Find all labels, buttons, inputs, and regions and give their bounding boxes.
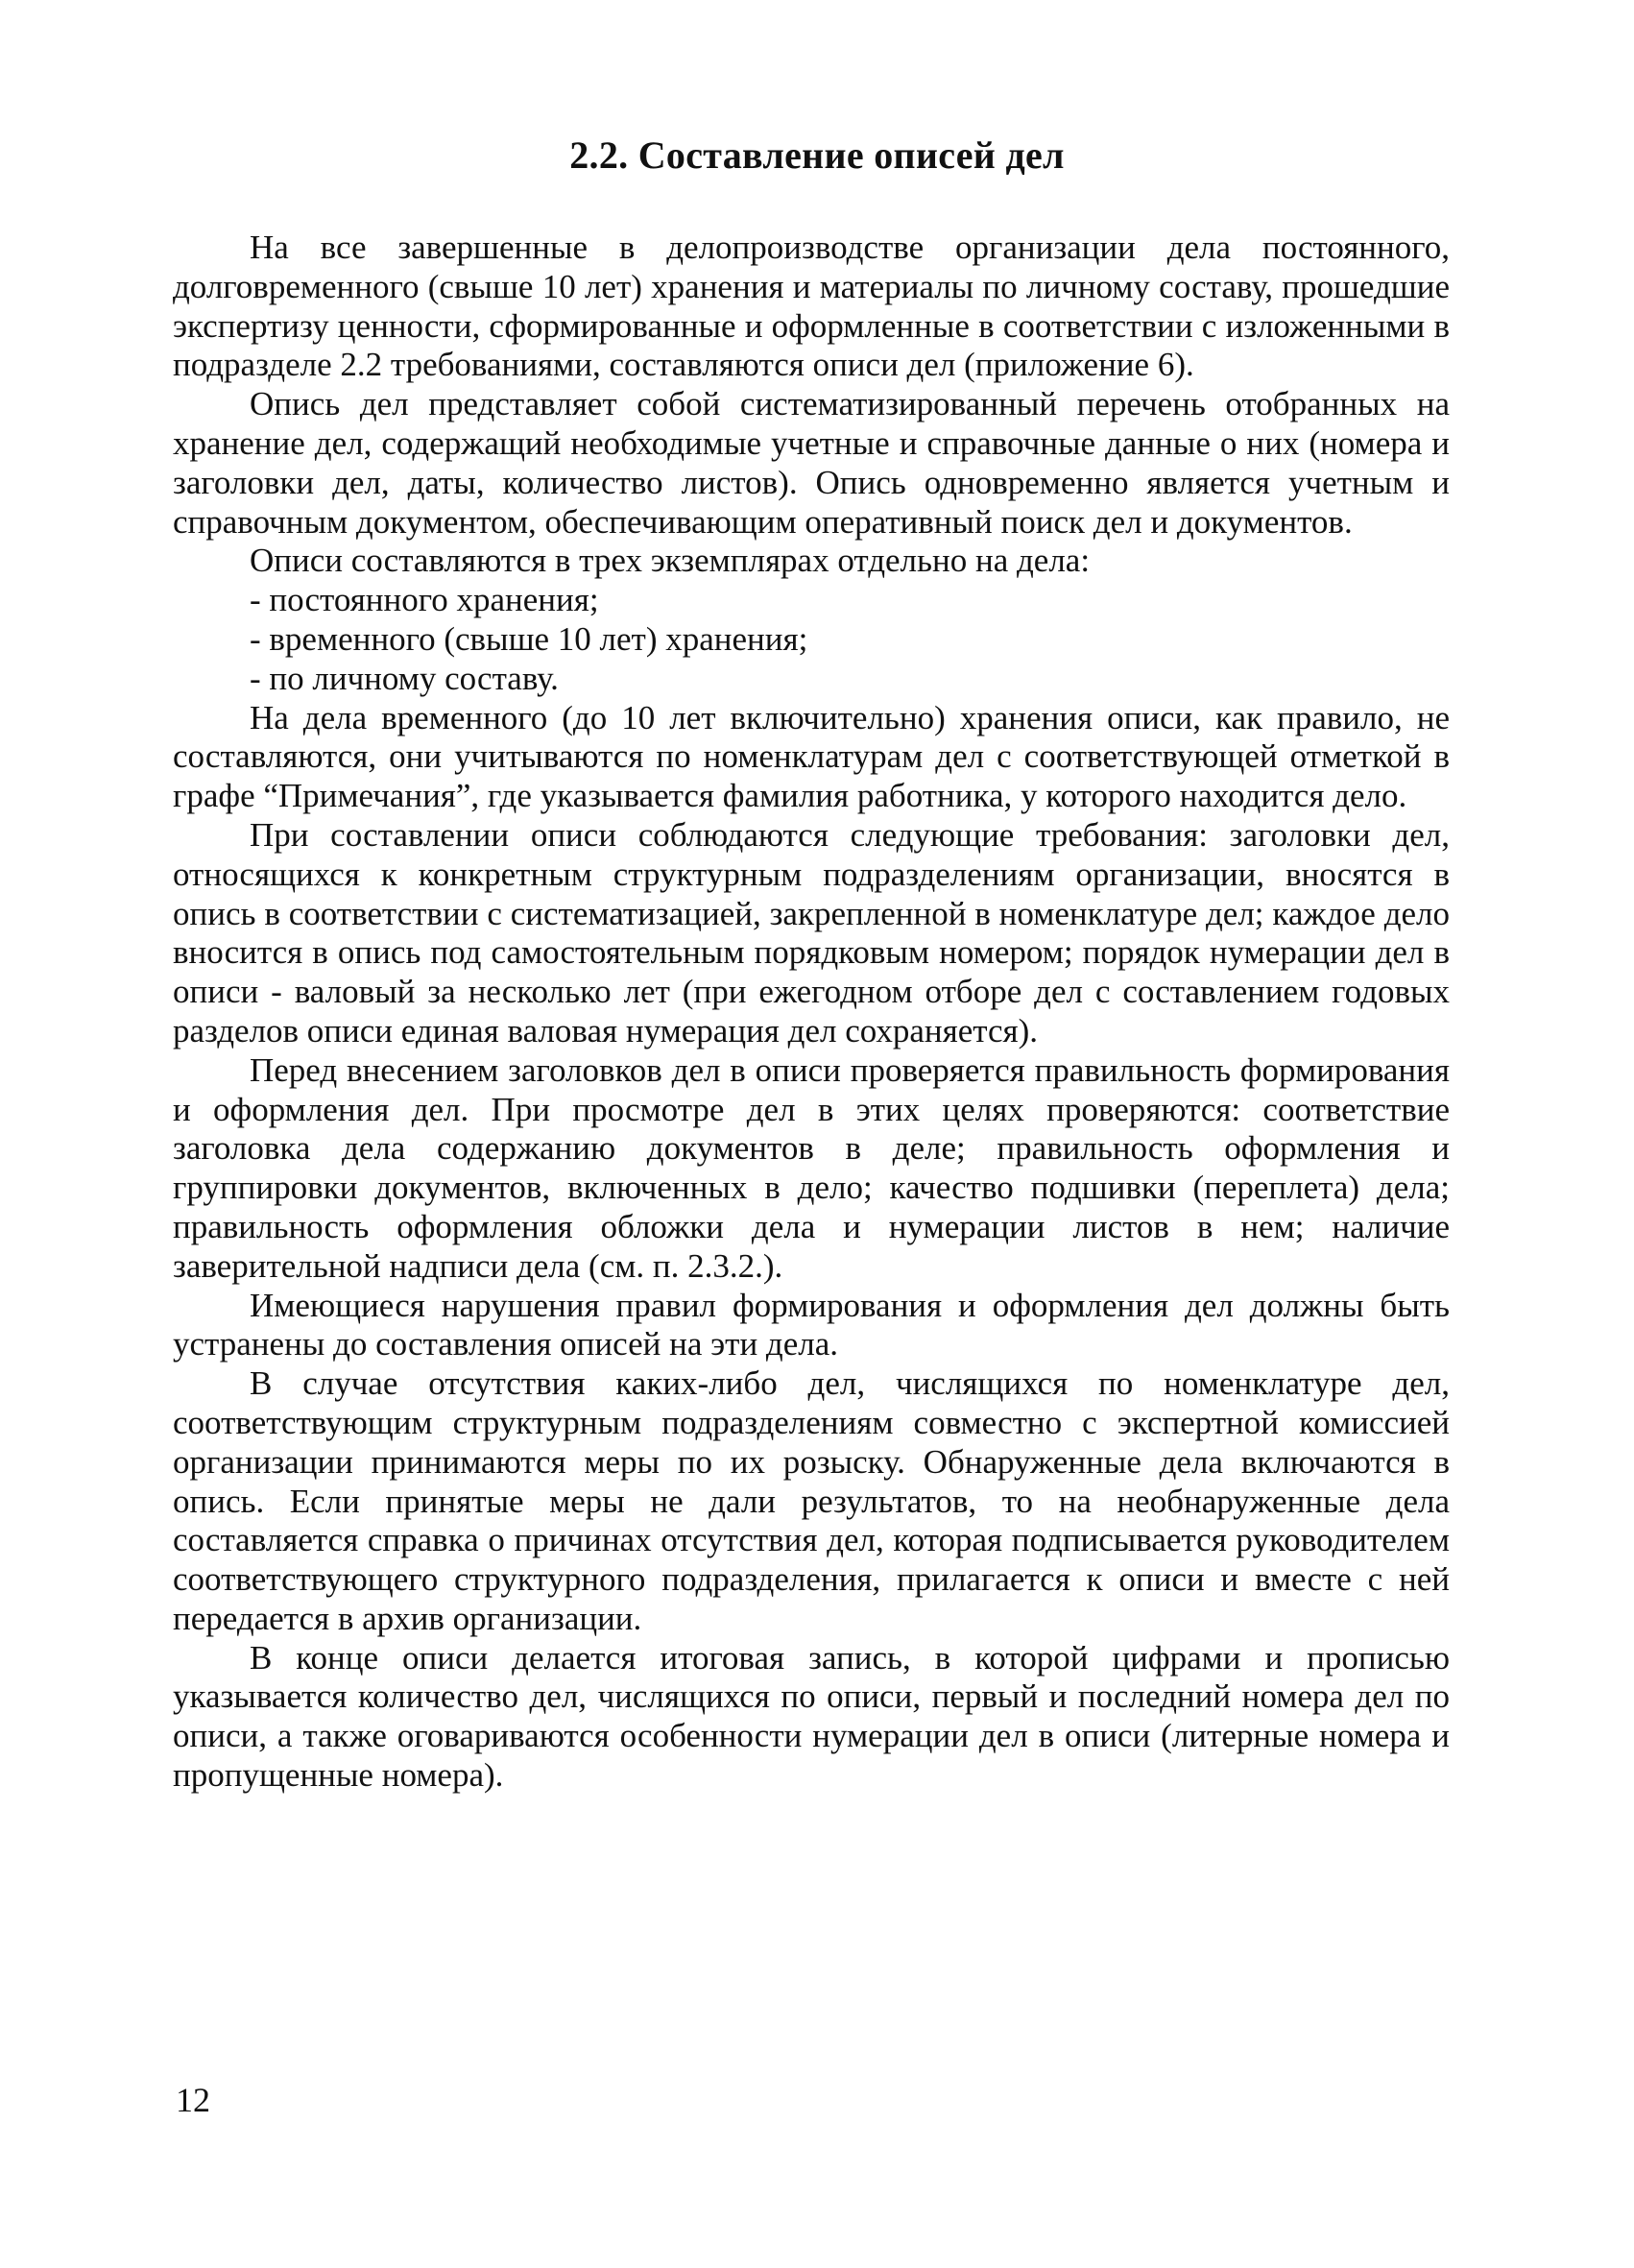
list-item: - временного (свыше 10 лет) хранения; bbox=[250, 619, 808, 658]
list-item: - по личному составу. bbox=[250, 659, 559, 697]
body-text bbox=[173, 229, 1450, 1796]
section-title: 2.2. Составление описей дел bbox=[569, 133, 1065, 177]
paragraph-2: Опись дел представляет собой систематизированный перечень отобранных на хранение дел, содержащий необходимые учетные и справочные данные о них (номера и заголовки дел, даты, количество листов). Опись одновременно является учетным и справочным документом, обеспечивающим оперативный поиск дел и документов. bbox=[173, 385, 1450, 541]
page-number: 12 bbox=[176, 2081, 210, 2119]
paragraph-8: В случае отсутствия каких-либо дел, числящихся по номенклатуре дел, соответствующим структурным подразделениям совместно с экспертной комиссией организации принимаются меры по их розыску. Обнаруженные дела включаются в опись. Если принятые меры не дали результатов, то на необнаруженные дела составляется справка о причинах отсутствия дел, которая подписывается руководителем соответствующего структурного подразделения, прилагается к описи и вместе с ней передается в архив организации. bbox=[173, 1364, 1450, 1637]
paragraph-1: На все завершенные в делопроизводстве организации дела постоянного, долговременного (свыше 10 лет) хранения и материалы по личному составу, прошедшие экспертизу ценности, сформированные и оформленные в соответствии с изложенными в подразделе 2.2 требованиями, составляются описи дел (приложение 6). bbox=[173, 229, 1450, 384]
paragraph-9: В конце описи делается итоговая запись, в которой цифрами и прописью указывается количество дел, числящихся по описи, первый и последний номера дел по описи, а также оговариваются особенности нумерации дел в описи (литерные номера и пропущенные номера). bbox=[173, 1638, 1450, 1795]
paragraph-6: Перед внесением заголовков дел в описи проверяется правильность формирования и оформления дел. При просмотре дел в этих целях проверяются: соответствие заголовка дела содержанию документов в деле; правильность оформления и группировки документов, включенных в дело; качество подшивки (переплета) дела; правильность оформления обложки дела и нумерации листов в нем; наличие заверительной надписи дела (см. п. 2.3.2.). bbox=[173, 1050, 1450, 1285]
paragraph-4: На дела временного (до 10 лет включительно) хранения описи, как правило, не составляются, они учитываются по номенклатурам дел с соответствующей отметкой в графе “Примечания”, где указывается фамилия работника, у которого находится дело. bbox=[173, 698, 1450, 815]
paragraph-5: При составлении описи соблюдаются следующие требования: заголовки дел, относящихся к конкретным структурным подразделениям организации, вносятся в опись в соответствии с систематизацией, закрепленной в номенклатуре дел; каждое дело вносится в опись под самостоятельным порядковым номером; порядок нумерации дел в описи - валовый за несколько лет (при ежегодном отборе дел с составлением годовых разделов описи единая валовая нумерация дел сохраняется). bbox=[173, 815, 1450, 1050]
list-item: - постоянного хранения; bbox=[250, 581, 599, 619]
paragraph-7: Имеющиеся нарушения правил формирования и оформления дел должны быть устранены до составления описей на эти дела. bbox=[173, 1286, 1450, 1363]
storage-types-list bbox=[173, 581, 1450, 698]
paragraph-3: Описи составляются в трех экземплярах отдельно на дела: bbox=[250, 542, 1091, 580]
